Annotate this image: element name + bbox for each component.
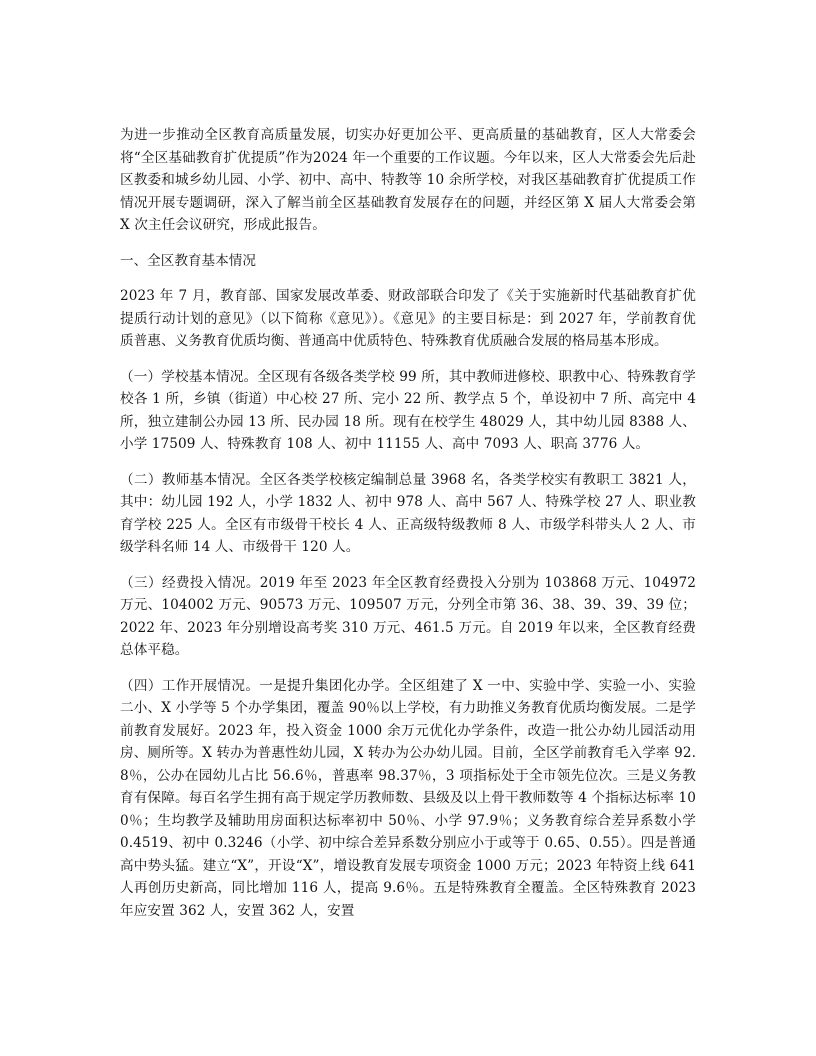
funding-situation-paragraph: （三）经费投入情况。2019 年至 2023 年全区教育经费投入分别为 103868 万元、104972 万元、104002 万元、90573 万元、109507 万元，分列全市第 36、38、39、39、39 位；2022 年、2023 年分别增设高考奖 310 万元、461.5 万元。自 2019 年以来，全区教育经费总体平稳。 bbox=[120, 574, 696, 658]
document-page bbox=[120, 124, 696, 935]
section-intro-paragraph: 2023 年 7 月，教育部、国家发展改革委、财政部联合印发了《关于实施新时代基础教育扩优提质行动计划的意见》（以下简称《意见》）。《意见》的主要目标是：到 2027 年，学前教育优质普惠、义务教育优质均衡、普通高中优质特色、特殊教育优质融合发展的格局基本形成。 bbox=[120, 288, 696, 349]
work-progress-paragraph: （四）工作开展情况。一是提升集团化办学。全区组建了 X 一中、实验中学、实验一小、实验二小、X 小学等 5 个办学集团，覆盖 90％以上学校，有力助推义务教育优质均衡发展。二是学前教育发展好。2023 年，投入资金 1000 余万元优化办学条件，改造一批公办幼儿园活动用房、厕所等。X 转办为普惠性幼儿园，X 转办为公办幼儿园。目前，全区学前教育毛入学率 92.8％，公办在园幼儿占比 56.6％，普惠率 98.37％，3 项指标处于全市领先位次。三是义务教育有保障。每百名学生拥有高于规定学历教师数、县级及以上骨干教师数等 4 个指标达标率 100％；生均教学及辅助用房面积达标率初中 50％、小学 97.9％；义务教育综合差异系数小学 0.4519、初中 0.3246（小学、初中综合差异系数分别应小于或等于 0.65、0.55）。四是普通高中势头猛。建立“X”，开设“X”，增设教育发展专项资金 1000 万元；2023 年特资上线 641 人再创历史新高，同比增加 116 人，提高 9.6％。五是特殊教育全覆盖。全区特殊教育 2023 年应安置 362 人，安置 362 人，安置 bbox=[120, 677, 696, 919]
school-situation-paragraph: （一）学校基本情况。全区现有各级各类学校 99 所，其中教师进修校、职教中心、特殊教育学校各 1 所，乡镇（街道）中心校 27 所、完小 22 所、教学点 5 个，单设初中 7 所、高完中 4 所，独立建制公办园 13 所、民办园 18 所。现有在校学生 48029 人，其中幼儿园 8388 人、小学 17509 人、特殊教育 108 人、初中 11155 人、高中 7093 人、职高 3776 人。 bbox=[120, 368, 696, 452]
section-heading-basic-situation: 一、全区教育基本情况 bbox=[120, 252, 256, 269]
teacher-situation-paragraph: （二）教师基本情况。全区各类学校核定编制总量 3968 名，各类学校实有教职工 3821 人，其中：幼儿园 192 人，小学 1832 人、初中 978 人、高中 567 人、特殊学校 27 人、职业教育学校 225 人。全区有市级骨干校长 4 人、正高级特级教师 8 人、市级学科带头人 2 人、市级学科名师 14 人、市级骨干 120 人。 bbox=[120, 471, 696, 555]
intro-paragraph: 为进一步推动全区教育高质量发展，切实办好更加公平、更高质量的基础教育，区人大常委会将“全区基础教育扩优提质”作为2024 年一个重要的工作议题。今年以来，区人大常委会先后赴区教委和城乡幼儿园、小学、初中、高中、特教等 10 余所学校，对我区基础教育扩优提质工作情况开展专题调研，深入了解当前全区基础教育发展存在的问题，并经区第 X 届人大常委会第 X 次主任会议研究，形成此报告。 bbox=[120, 127, 696, 233]
